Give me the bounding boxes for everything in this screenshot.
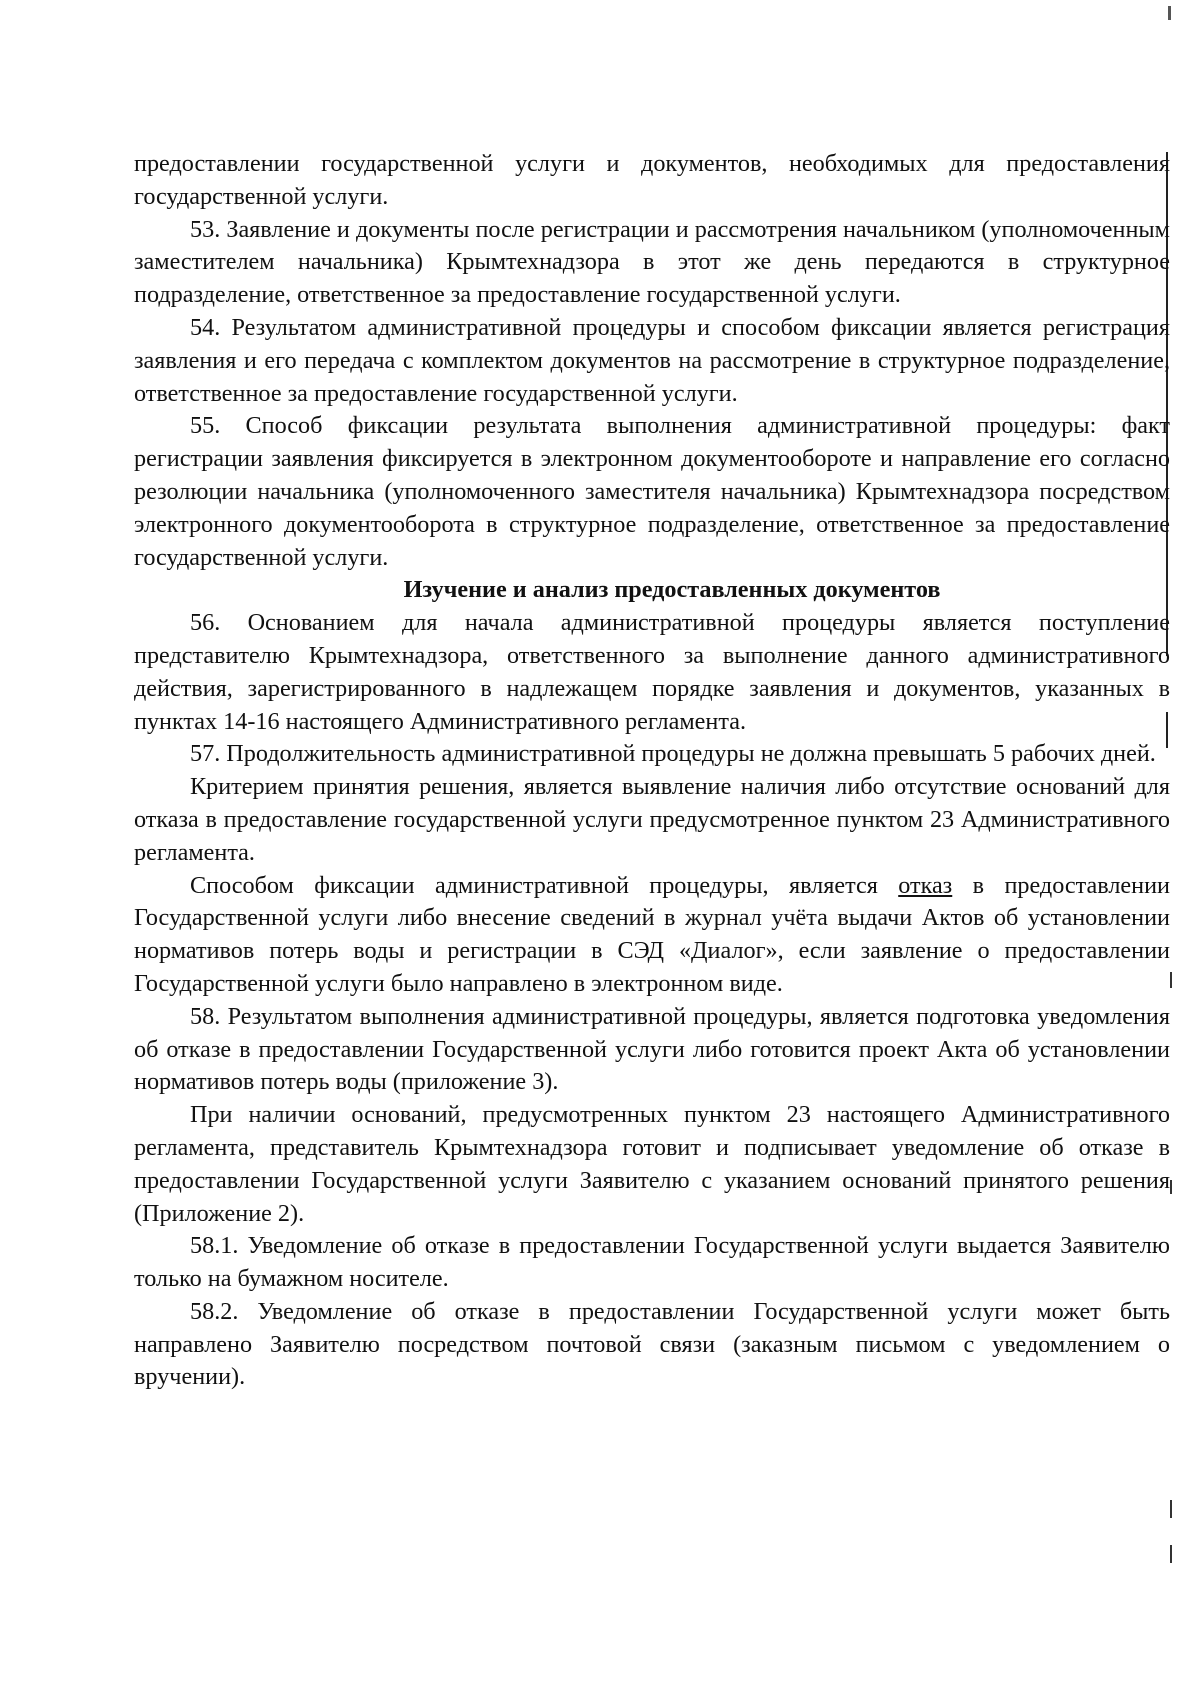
paragraph-58-2: 58.2. Уведомление об отказе в предоставлении Государственной услуги может быть направлено Заявителю посредством почтовой связи (заказным письмом с уведомлением о вручении). [134,1297,1170,1391]
section-heading: Изучение и анализ предоставленных документов [403,576,941,604]
scan-edge-tick [1170,1180,1172,1194]
paragraph-grounds: При наличии оснований, предусмотренных пунктом 23 настоящего Административного регламента, представитель Крымтехнадзора готовит и подписывает уведомление об отказе в предоставлении Государственной услуги Заявителю с указанием оснований принятого решения (Приложение 2). [134,1101,1170,1227]
paragraph-method-start: Способом фиксации административной процедуры, является [190,871,899,899]
document-body [134,148,1170,1394]
underlined-refusal: отказ [898,871,953,899]
paragraph-54: 54. Результатом административной процедуры и способом фиксации является регистрация заявления и его передача с комплектом документов на рассмотрение в структурное подразделение, ответственное за предоставление государственной услуги. [134,313,1170,407]
scan-corner-mark [1168,6,1171,20]
paragraph-56: 56. Основанием для начала административной процедуры является поступление представителю Крымтехнадзора, ответственного за выполнение данного административного действия, зарегистрированного в надлежащем порядке заявления и документов, указанных в пунктах 14-16 настоящего Административного регламента. [134,609,1170,735]
paragraph-58: 58. Результатом выполнения административной процедуры, является подготовка уведомления об отказе в предоставлении Государственной услуги либо готовится проект Акта об установлении нормативов потерь воды (приложение 3). [134,1002,1170,1096]
scan-edge-tick [1170,972,1172,988]
paragraph-57: 57. Продолжительность административной процедуры не должна превышать 5 рабочих дней. [190,740,1156,768]
scan-edge-tick [1170,1500,1172,1518]
paragraph-method-end: в предоставлении Государственной услуги либо внесение сведений в журнал учёта выдачи Актов об установлении нормативов потерь воды и регистрации в СЭД «Диалог», если заявление о предоставлении Государственной услуги было направлено в электронном виде. [134,871,1170,997]
paragraph-criteria: Критерием принятия решения, является выявление наличия либо отсутствие оснований для отказа в предоставление государственной услуги предусмотренное пунктом 23 Административного регламента. [134,773,1170,866]
paragraph-58-1: 58.1. Уведомление об отказе в предоставлении Государственной услуги выдается Заявителю только на бумажном носителе. [134,1232,1170,1293]
paragraph-method [134,870,1170,1001]
paragraph-53: 53. Заявление и документы после регистрации и рассмотрения начальником (уполномоченным заместителем начальника) Крымтехнадзора в этот же день передаются в структурное подразделение, ответственное за предоставление государственной услуги. [134,215,1170,309]
paragraph-55: 55. Способ фиксации результата выполнения административной процедуры: факт регистрации заявления фиксируется в электронном документообороте и направление его согласно резолюции начальника (уполномоченного заместителя начальника) Крымтехнадзора посредством электронного документооборота в структурное подразделение, ответственное за предоставление государственной услуги. [134,412,1170,571]
scan-edge-tick [1170,1545,1172,1563]
paragraph-intro: предоставлении государственной услуги и документов, необходимых для предоставления государственной услуги. [134,150,1170,210]
